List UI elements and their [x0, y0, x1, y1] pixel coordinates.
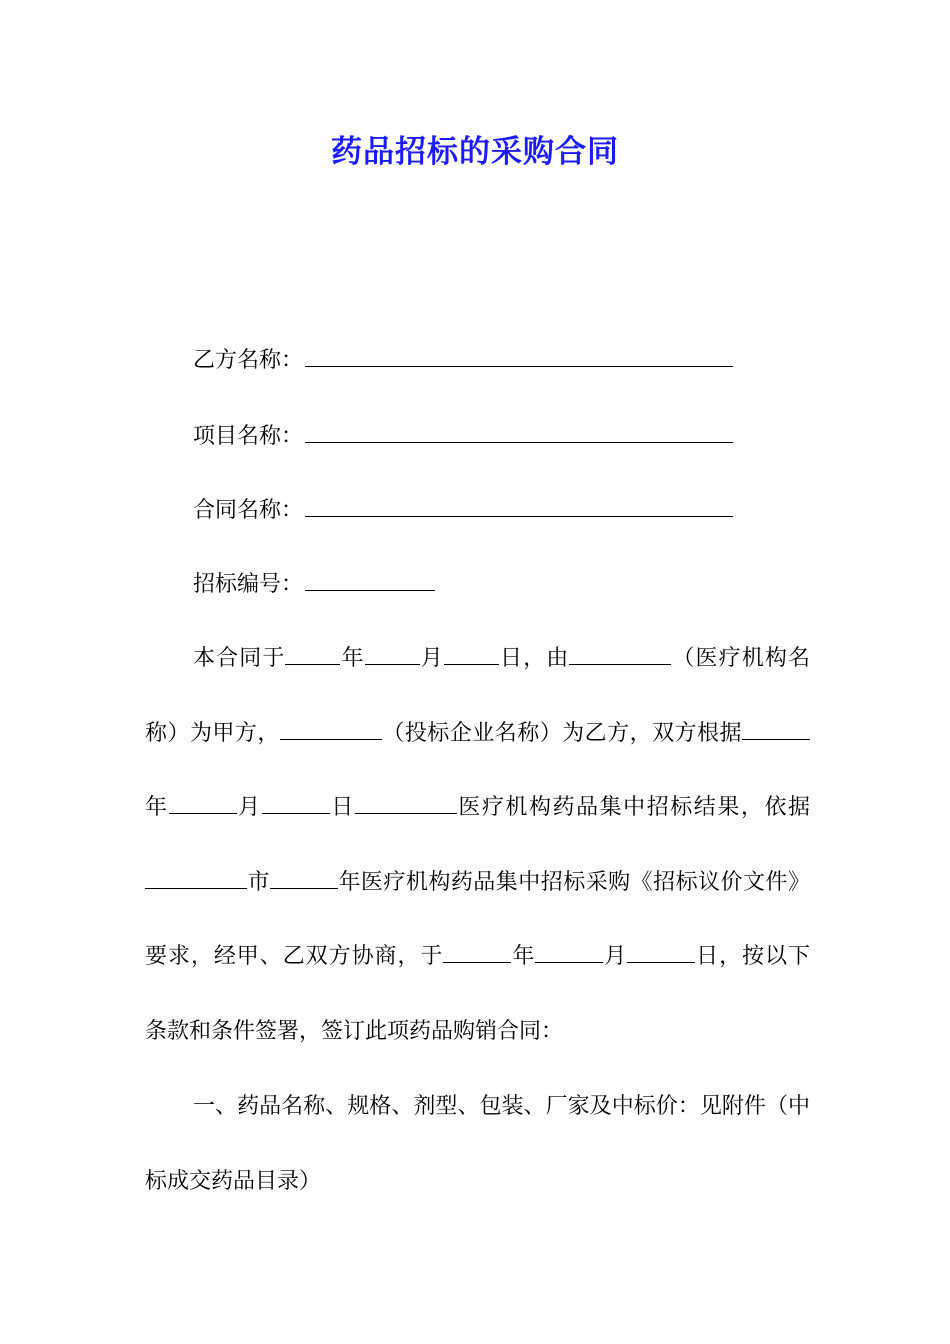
intro-text: 年 [340, 646, 365, 671]
blank-line [305, 494, 733, 517]
document-title: 药品招标的采购合同 [331, 134, 619, 170]
intro-text: 医疗机构药品集中招标结果，依据 [456, 795, 810, 820]
intro-text: 日，按以下条款和条件签署，签订此项药品购销合同： [145, 944, 810, 1044]
intro-text: 年医疗机构药品集中招标采购《招标议价文件》要求，经甲、乙双方协商，于 [145, 869, 810, 969]
blank-line [569, 642, 671, 665]
intro-text: 本合同于 [193, 646, 286, 671]
intro-text: （医疗机构名称）为甲方， [145, 646, 810, 746]
field-party-b-name [193, 344, 733, 376]
intro-text: 日 [329, 795, 355, 820]
field-contract-name [193, 494, 733, 526]
field-tender-number [193, 568, 435, 600]
blank-line [535, 940, 603, 963]
blank-line [280, 717, 382, 740]
blank-line [305, 344, 733, 367]
blank-line [145, 866, 247, 889]
blank-line [270, 866, 338, 889]
intro-paragraph [145, 622, 810, 1069]
intro-text: （投标企业名称）为乙方，双方根据 [381, 720, 742, 746]
clause-1-paragraph: 一、药品名称、规格、剂型、包装、厂家及中标价：见附件（中标成交药品目录） [145, 1094, 810, 1194]
blank-line [365, 642, 420, 665]
blank-line [355, 791, 457, 814]
intro-text: 月 [603, 944, 628, 969]
blank-line [305, 568, 435, 591]
field-label: 合同名称： [193, 498, 304, 523]
field-project-name [193, 420, 733, 452]
blank-line [169, 791, 237, 814]
blank-line [444, 642, 499, 665]
intro-text: 日，由 [498, 646, 570, 671]
field-label: 项目名称： [193, 424, 304, 449]
intro-text: 年 [145, 795, 169, 820]
field-label: 招标编号： [193, 572, 304, 597]
blank-line [285, 642, 340, 665]
field-label: 乙方名称： [193, 348, 304, 373]
intro-text: 月 [419, 646, 444, 671]
blank-line [305, 420, 733, 443]
intro-text: 年 [511, 944, 536, 969]
intro-text: 月 [236, 795, 262, 820]
intro-text: 市 [247, 869, 270, 895]
blank-line [742, 717, 810, 740]
blank-line [262, 791, 330, 814]
blank-line [443, 940, 511, 963]
blank-line [627, 940, 695, 963]
